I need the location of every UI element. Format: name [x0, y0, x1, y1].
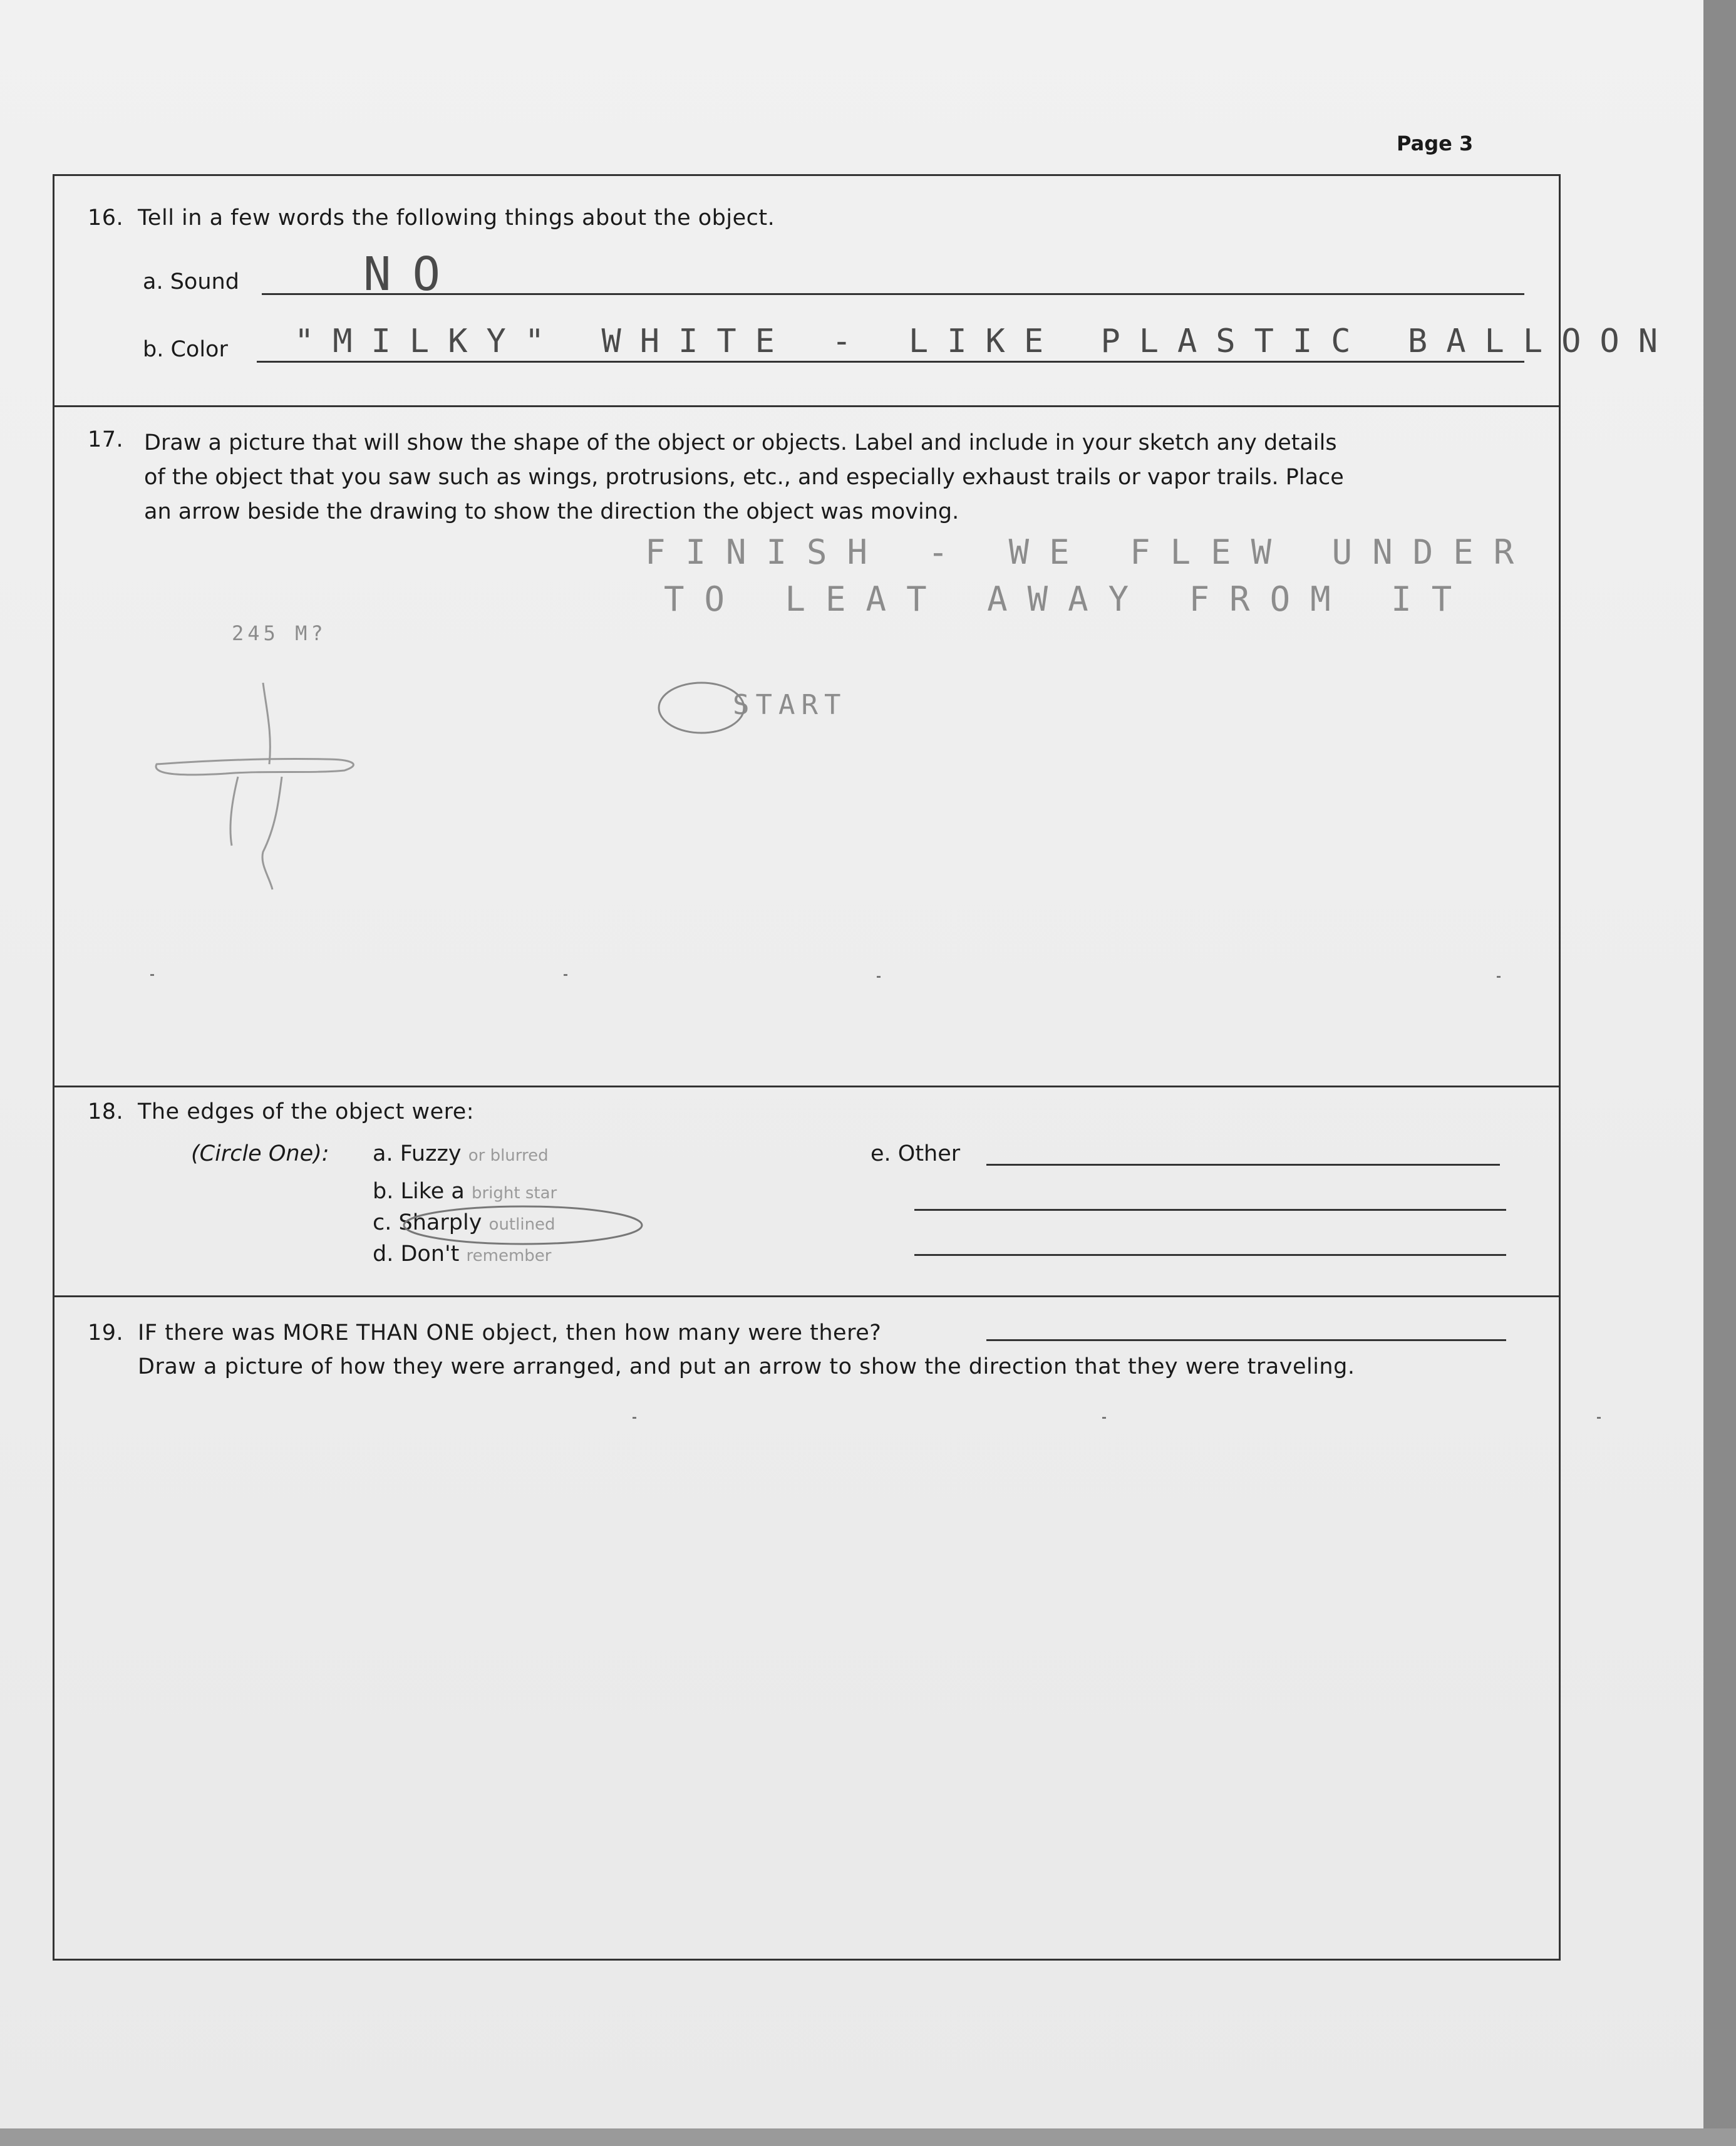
instruction-line: of the object that you saw such as wings, protrusions, etc., and especially exhaust trails or vapor trails. Place [144, 465, 1344, 490]
question-17-number: 17. [88, 427, 124, 452]
scan-speck [1497, 976, 1501, 978]
question-19 [88, 1320, 881, 1345]
scan-speck [564, 974, 567, 976]
sketch-stroke [262, 777, 282, 889]
page-number: Page 3 [1397, 132, 1474, 155]
start-circle [659, 683, 744, 733]
sketch-stroke [230, 777, 238, 846]
question-number: 19. [88, 1320, 124, 1345]
section-divider [53, 1295, 1561, 1297]
circle-one-label: (Circle One): [191, 1141, 329, 1166]
scan-speck [1102, 1417, 1106, 1419]
section-divider [53, 405, 1561, 407]
question-18-prompt: The edges of the object were: [138, 1099, 475, 1124]
sketch-outline [156, 759, 353, 775]
color-label: b. Color [143, 337, 228, 362]
finish-annotation: FINISH - WE FLEW UNDER [645, 532, 1534, 572]
other-answer-line-2[interactable] [914, 1209, 1506, 1211]
color-answer: "MILKY" WHITE - LIKE PLASTIC BALLOON [294, 323, 1677, 360]
sketch-stroke [263, 683, 270, 764]
edge-option-e-label: e. Other [871, 1141, 961, 1166]
edge-option-a[interactable]: a. Fuzzy or blurred [373, 1141, 549, 1166]
edge-option-d[interactable]: d. Don't remember [373, 1241, 552, 1267]
question-17-instructions [144, 426, 1559, 529]
scan-edge-right [1703, 0, 1736, 2146]
section-divider [53, 1086, 1561, 1087]
instruction-line: Draw a picture that will show the shape of the object or objects. Label and include in your sketch any details [144, 430, 1337, 455]
question-16-prompt: Tell in a few words the following things about the object. [138, 205, 775, 231]
edge-option-c[interactable]: c. Sharply outlined [373, 1210, 555, 1235]
start-annotation: START [733, 689, 847, 721]
question-16 [88, 205, 775, 231]
scan-edge-bottom [0, 2128, 1736, 2146]
color-answer-line[interactable] [257, 361, 1524, 363]
edge-option-b[interactable]: b. Like a bright star [373, 1179, 557, 1204]
scan-speck [877, 976, 881, 978]
scan-speck [1597, 1417, 1601, 1419]
sound-label: a. Sound [143, 269, 239, 294]
question-18 [88, 1099, 474, 1124]
other-answer-line[interactable] [986, 1164, 1500, 1166]
sketch-note: 245 M? [232, 621, 327, 645]
other-answer-line-3[interactable] [914, 1254, 1506, 1256]
question-number: 18. [88, 1099, 124, 1124]
question-19-line2: Draw a picture of how they were arranged, and put an arrow to show the direction that they were traveling. [138, 1354, 1355, 1379]
instruction-line: an arrow beside the drawing to show the direction the object was moving. [144, 499, 959, 524]
sound-answer: NO [363, 247, 462, 301]
finish-annotation-cont: TO LEAT AWAY FROM IT [664, 579, 1472, 619]
scan-speck [633, 1417, 636, 1419]
scan-speck [150, 974, 154, 976]
question-number: 16. [88, 205, 124, 231]
question-19-line1: IF there was MORE THAN ONE object, then how many were there? [138, 1320, 882, 1345]
count-answer-line[interactable] [986, 1339, 1506, 1341]
object-sketch [138, 614, 1578, 965]
